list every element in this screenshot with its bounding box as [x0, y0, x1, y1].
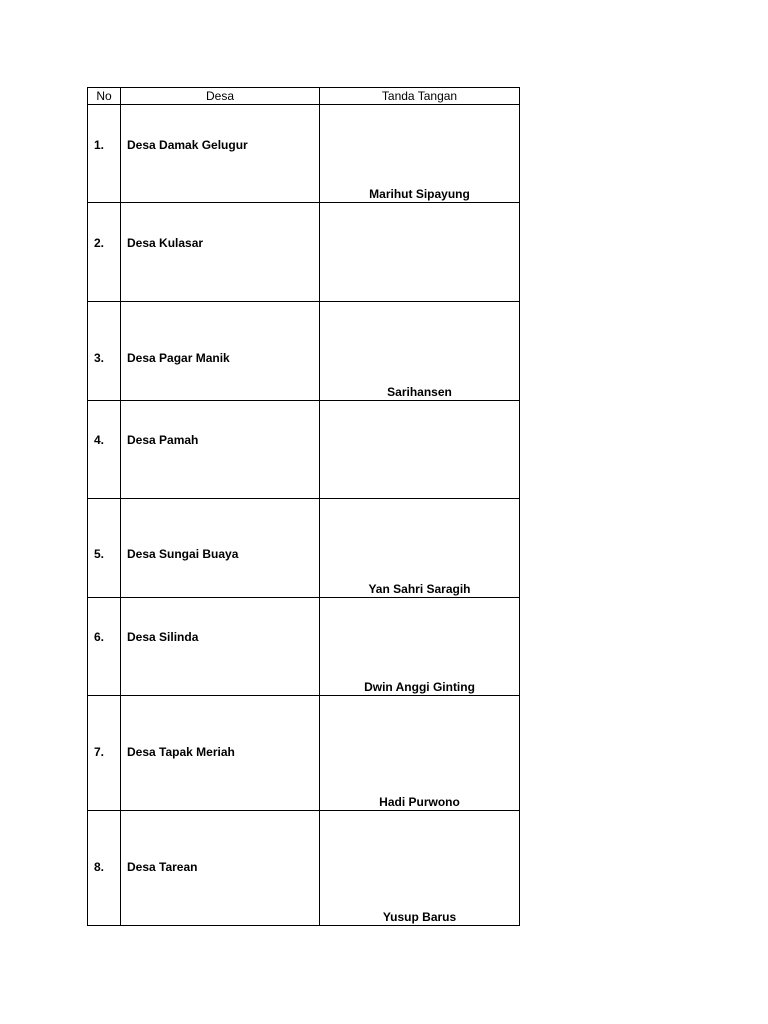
signature-cell	[320, 499, 520, 598]
row-number-cell	[88, 811, 121, 926]
row-number-cell	[88, 401, 121, 499]
village-cell	[121, 401, 320, 499]
table-row	[88, 499, 520, 598]
signature-cell	[320, 811, 520, 926]
signature-cell	[320, 696, 520, 811]
row-number-cell	[88, 696, 121, 811]
row-number: 6.	[94, 630, 105, 644]
row-number: 3.	[94, 351, 105, 365]
village-name: Desa Sungai Buaya	[127, 547, 239, 561]
village-cell	[121, 598, 320, 696]
village-name: Desa Pagar Manik	[127, 351, 230, 365]
village-cell	[121, 302, 320, 401]
village-cell	[121, 696, 320, 811]
row-number: 4.	[94, 433, 105, 447]
signer-name: Marihut Sipayung	[369, 187, 470, 201]
row-number-cell	[88, 105, 121, 203]
table-header-row	[88, 88, 520, 105]
signer-name: Yusup Barus	[382, 910, 457, 924]
row-number: 1.	[94, 138, 105, 152]
table-row	[88, 401, 520, 499]
table-row	[88, 105, 520, 203]
table-row	[88, 811, 520, 926]
village-name: Desa Tarean	[127, 860, 198, 874]
signer-name: Dwin Anggi Ginting	[364, 680, 475, 694]
row-number-cell	[88, 302, 121, 401]
village-cell	[121, 499, 320, 598]
signature-cell	[320, 203, 520, 302]
signature-cell	[320, 598, 520, 696]
village-name: Desa Pamah	[127, 433, 199, 447]
row-number: 7.	[94, 745, 105, 759]
signer-name: Yan Sahri Saragih	[368, 582, 471, 596]
table-row	[88, 598, 520, 696]
column-header-desa: Desa	[121, 88, 320, 105]
table-row	[88, 302, 520, 401]
table-row	[88, 203, 520, 302]
village-cell	[121, 203, 320, 302]
signature-cell	[320, 401, 520, 499]
signature-sheet	[87, 87, 519, 926]
village-name: Desa Damak Gelugur	[127, 138, 248, 152]
signature-cell	[320, 302, 520, 401]
village-cell	[121, 811, 320, 926]
signature-cell	[320, 105, 520, 203]
village-name: Desa Tapak Meriah	[127, 745, 235, 759]
village-cell	[121, 105, 320, 203]
row-number-cell	[88, 598, 121, 696]
row-number: 5.	[94, 547, 105, 561]
row-number-cell	[88, 203, 121, 302]
column-header-tanda-tangan: Tanda Tangan	[320, 88, 520, 105]
village-name: Desa Silinda	[127, 630, 199, 644]
row-number: 8.	[94, 860, 105, 874]
village-signature-table	[87, 87, 520, 926]
row-number-cell	[88, 499, 121, 598]
row-number: 2.	[94, 236, 105, 250]
column-header-no: No	[88, 88, 121, 105]
signer-name: Hadi Purwono	[379, 795, 460, 809]
signer-name: Sarihansen	[387, 385, 452, 399]
table-row	[88, 696, 520, 811]
village-name: Desa Kulasar	[127, 236, 204, 250]
